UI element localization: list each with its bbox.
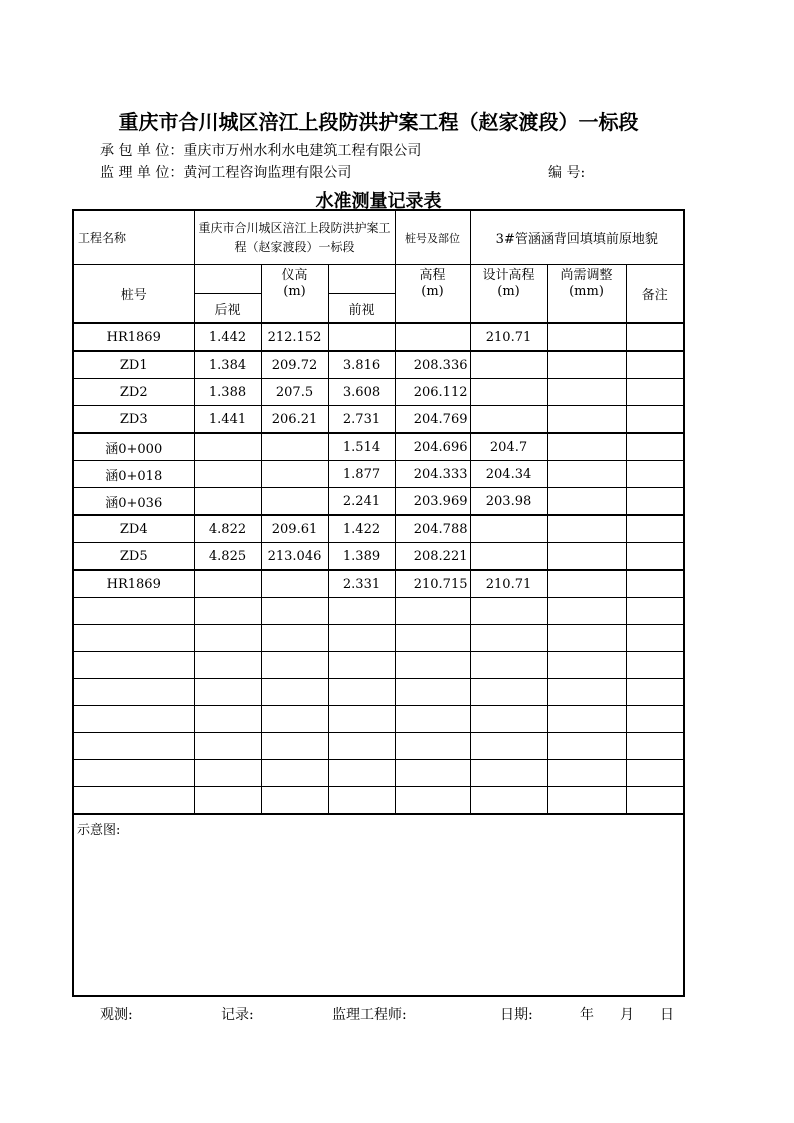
adjust-cell	[547, 433, 626, 461]
adjust-cell	[547, 379, 626, 406]
foresight-cell: 3.608	[328, 379, 395, 406]
table-row	[73, 515, 684, 543]
backsight-cell	[194, 461, 261, 488]
station-cell	[73, 706, 194, 733]
location-value: 3#管涵涵背回填填前原地貌	[470, 210, 684, 265]
adjust-unit: (mm)	[569, 284, 604, 299]
table-row	[73, 733, 684, 760]
table-row	[73, 461, 684, 488]
backsight-header-blank	[194, 265, 261, 294]
remark-cell	[626, 543, 684, 571]
project-name-label: 工程名称	[73, 210, 194, 265]
month-label: 月	[620, 1007, 634, 1023]
station-cell: ZD4	[73, 515, 194, 543]
remark-cell	[626, 379, 684, 406]
station-cell: 涵0+036	[73, 488, 194, 516]
backsight-cell	[194, 787, 261, 815]
backsight-cell	[194, 625, 261, 652]
remark-cell	[626, 515, 684, 543]
backsight-cell: 1.442	[194, 323, 261, 351]
table-row	[73, 433, 684, 461]
instrument-height-cell: 206.21	[261, 406, 328, 434]
station-header: 桩号	[73, 265, 194, 324]
foresight-cell: 1.389	[328, 543, 395, 571]
backsight-cell	[194, 679, 261, 706]
table-row	[73, 787, 684, 815]
design-elevation-header	[470, 265, 547, 324]
design-elevation-cell	[470, 625, 547, 652]
instrument-height-cell	[261, 570, 328, 598]
station-cell: ZD1	[73, 351, 194, 379]
station-cell	[73, 598, 194, 625]
elevation-cell: 204.788	[395, 515, 470, 543]
design-elevation-label: 设计高程	[482, 268, 535, 283]
backsight-cell	[194, 706, 261, 733]
backsight-cell: 4.825	[194, 543, 261, 571]
engineer-label: 监理工程师:	[332, 1007, 407, 1023]
foresight-cell: 1.422	[328, 515, 395, 543]
table-row	[73, 598, 684, 625]
instrument-height-cell	[261, 598, 328, 625]
design-elevation-cell	[470, 679, 547, 706]
instrument-height-cell	[261, 488, 328, 516]
table-row	[73, 679, 684, 706]
instrument-height-label: 仪高	[281, 268, 308, 283]
design-elevation-cell	[470, 406, 547, 434]
adjust-cell	[547, 787, 626, 815]
table-row	[73, 570, 684, 598]
foresight-cell: 3.816	[328, 351, 395, 379]
remark-cell	[626, 625, 684, 652]
remark-cell	[626, 760, 684, 787]
date-label: 日期:	[500, 1007, 533, 1023]
backsight-cell	[194, 598, 261, 625]
design-elevation-unit: (m)	[497, 284, 520, 299]
design-elevation-cell: 210.71	[470, 323, 547, 351]
elevation-unit: (m)	[421, 284, 444, 299]
elevation-cell: 208.336	[395, 351, 470, 379]
backsight-cell	[194, 433, 261, 461]
record-rows	[73, 323, 684, 814]
remark-cell	[626, 733, 684, 760]
elevation-cell	[395, 625, 470, 652]
foresight-cell: 2.731	[328, 406, 395, 434]
backsight-cell	[194, 733, 261, 760]
elevation-cell	[395, 323, 470, 351]
adjust-cell	[547, 598, 626, 625]
adjust-cell	[547, 760, 626, 787]
instrument-height-cell	[261, 733, 328, 760]
backsight-cell	[194, 760, 261, 787]
design-elevation-cell	[470, 379, 547, 406]
instrument-height-cell	[261, 652, 328, 679]
design-elevation-cell	[470, 351, 547, 379]
adjust-cell	[547, 679, 626, 706]
remark-cell	[626, 406, 684, 434]
backsight-cell	[194, 652, 261, 679]
code-label: 编 号:	[548, 165, 586, 181]
backsight-cell	[194, 570, 261, 598]
sketch-area	[73, 814, 684, 996]
instrument-height-cell	[261, 706, 328, 733]
elevation-cell: 210.715	[395, 570, 470, 598]
elevation-cell: 204.696	[395, 433, 470, 461]
design-elevation-cell: 204.7	[470, 433, 547, 461]
supervisor-line: 监 理 单 位：黄河工程咨询监理有限公司	[100, 165, 352, 181]
adjust-cell	[547, 543, 626, 571]
instrument-height-cell: 209.72	[261, 351, 328, 379]
sketch-label: 示意图:	[77, 823, 121, 838]
remark-cell	[626, 570, 684, 598]
design-elevation-cell	[470, 733, 547, 760]
foresight-cell: 2.331	[328, 570, 395, 598]
foresight-cell	[328, 598, 395, 625]
foresight-cell	[328, 733, 395, 760]
backsight-cell: 4.822	[194, 515, 261, 543]
adjust-header	[547, 265, 626, 324]
leveling-record-table	[72, 209, 685, 997]
remark-cell	[626, 598, 684, 625]
foresight-header-blank	[328, 265, 395, 294]
design-elevation-cell	[470, 760, 547, 787]
instrument-height-cell	[261, 461, 328, 488]
foresight-cell: 1.514	[328, 433, 395, 461]
design-elevation-cell: 204.34	[470, 461, 547, 488]
table-row	[73, 543, 684, 571]
instrument-height-cell: 212.152	[261, 323, 328, 351]
elevation-cell: 203.969	[395, 488, 470, 516]
remark-cell	[626, 679, 684, 706]
elevation-cell	[395, 706, 470, 733]
station-cell: 涵0+018	[73, 461, 194, 488]
foresight-cell: 1.877	[328, 461, 395, 488]
adjust-cell	[547, 461, 626, 488]
foresight-cell	[328, 760, 395, 787]
remark-cell	[626, 323, 684, 351]
backsight-cell: 1.384	[194, 351, 261, 379]
table-row	[73, 760, 684, 787]
remark-cell	[626, 461, 684, 488]
design-elevation-cell: 210.71	[470, 570, 547, 598]
table-row	[73, 625, 684, 652]
elevation-cell: 206.112	[395, 379, 470, 406]
observer-label: 观测:	[100, 1007, 133, 1023]
foresight-cell	[328, 625, 395, 652]
instrument-height-cell	[261, 625, 328, 652]
remark-cell	[626, 652, 684, 679]
table-row	[73, 652, 684, 679]
project-name-value: 重庆市合川城区涪江上段防洪护案工程（赵家渡段）一标段	[194, 210, 395, 265]
adjust-cell	[547, 351, 626, 379]
remark-cell	[626, 433, 684, 461]
elevation-cell	[395, 760, 470, 787]
document-title: 重庆市合川城区涪江上段防洪护案工程（赵家渡段）一标段	[118, 110, 639, 134]
adjust-cell	[547, 652, 626, 679]
table-row	[73, 351, 684, 379]
station-cell	[73, 652, 194, 679]
design-elevation-cell	[470, 515, 547, 543]
elevation-cell: 204.769	[395, 406, 470, 434]
instrument-height-header	[261, 265, 328, 324]
adjust-cell	[547, 515, 626, 543]
station-cell	[73, 733, 194, 760]
design-elevation-cell	[470, 598, 547, 625]
elevation-cell	[395, 598, 470, 625]
station-cell	[73, 760, 194, 787]
elevation-label: 高程	[419, 268, 446, 283]
elevation-header	[395, 265, 470, 324]
adjust-cell	[547, 570, 626, 598]
station-cell: HR1869	[73, 570, 194, 598]
adjust-cell	[547, 733, 626, 760]
recorder-label: 记录:	[221, 1007, 254, 1023]
station-cell: HR1869	[73, 323, 194, 351]
elevation-cell	[395, 787, 470, 815]
instrument-height-cell: 213.046	[261, 543, 328, 571]
location-label: 桩号及部位	[395, 210, 470, 265]
adjust-cell	[547, 625, 626, 652]
year-label: 年	[580, 1007, 594, 1023]
foresight-cell: 2.241	[328, 488, 395, 516]
elevation-cell	[395, 652, 470, 679]
elevation-cell: 208.221	[395, 543, 470, 571]
design-elevation-cell	[470, 787, 547, 815]
remark-cell	[626, 706, 684, 733]
form-subtitle: 水准测量记录表	[315, 191, 442, 212]
instrument-height-cell	[261, 760, 328, 787]
design-elevation-cell	[470, 652, 547, 679]
table-row	[73, 706, 684, 733]
adjust-cell	[547, 406, 626, 434]
station-cell	[73, 679, 194, 706]
design-elevation-cell	[470, 543, 547, 571]
remark-cell	[626, 488, 684, 516]
remark-cell	[626, 351, 684, 379]
foresight-cell	[328, 323, 395, 351]
foresight-header: 前视	[328, 294, 395, 324]
table-row	[73, 323, 684, 351]
instrument-height-cell	[261, 679, 328, 706]
elevation-cell	[395, 679, 470, 706]
contractor-line: 承 包 单 位：重庆市万州水利水电建筑工程有限公司	[100, 143, 422, 159]
station-cell: ZD2	[73, 379, 194, 406]
instrument-height-cell: 209.61	[261, 515, 328, 543]
station-cell	[73, 625, 194, 652]
table-row	[73, 488, 684, 516]
instrument-height-cell: 207.5	[261, 379, 328, 406]
backsight-cell: 1.441	[194, 406, 261, 434]
design-elevation-cell	[470, 706, 547, 733]
table-row	[73, 406, 684, 434]
table-row	[73, 379, 684, 406]
backsight-cell	[194, 488, 261, 516]
adjust-label: 尚需调整	[560, 268, 613, 283]
backsight-header: 后视	[194, 294, 261, 324]
station-cell: ZD5	[73, 543, 194, 571]
elevation-cell: 204.333	[395, 461, 470, 488]
station-cell	[73, 787, 194, 815]
instrument-height-cell	[261, 787, 328, 815]
design-elevation-cell: 203.98	[470, 488, 547, 516]
station-cell: 涵0+000	[73, 433, 194, 461]
instrument-height-unit: (m)	[283, 284, 306, 299]
adjust-cell	[547, 488, 626, 516]
adjust-cell	[547, 706, 626, 733]
day-label: 日	[660, 1007, 674, 1023]
elevation-cell	[395, 733, 470, 760]
adjust-cell	[547, 323, 626, 351]
backsight-cell: 1.388	[194, 379, 261, 406]
foresight-cell	[328, 787, 395, 815]
foresight-cell	[328, 679, 395, 706]
remark-header: 备注	[626, 265, 684, 324]
instrument-height-cell	[261, 433, 328, 461]
foresight-cell	[328, 706, 395, 733]
remark-cell	[626, 787, 684, 815]
foresight-cell	[328, 652, 395, 679]
station-cell: ZD3	[73, 406, 194, 434]
